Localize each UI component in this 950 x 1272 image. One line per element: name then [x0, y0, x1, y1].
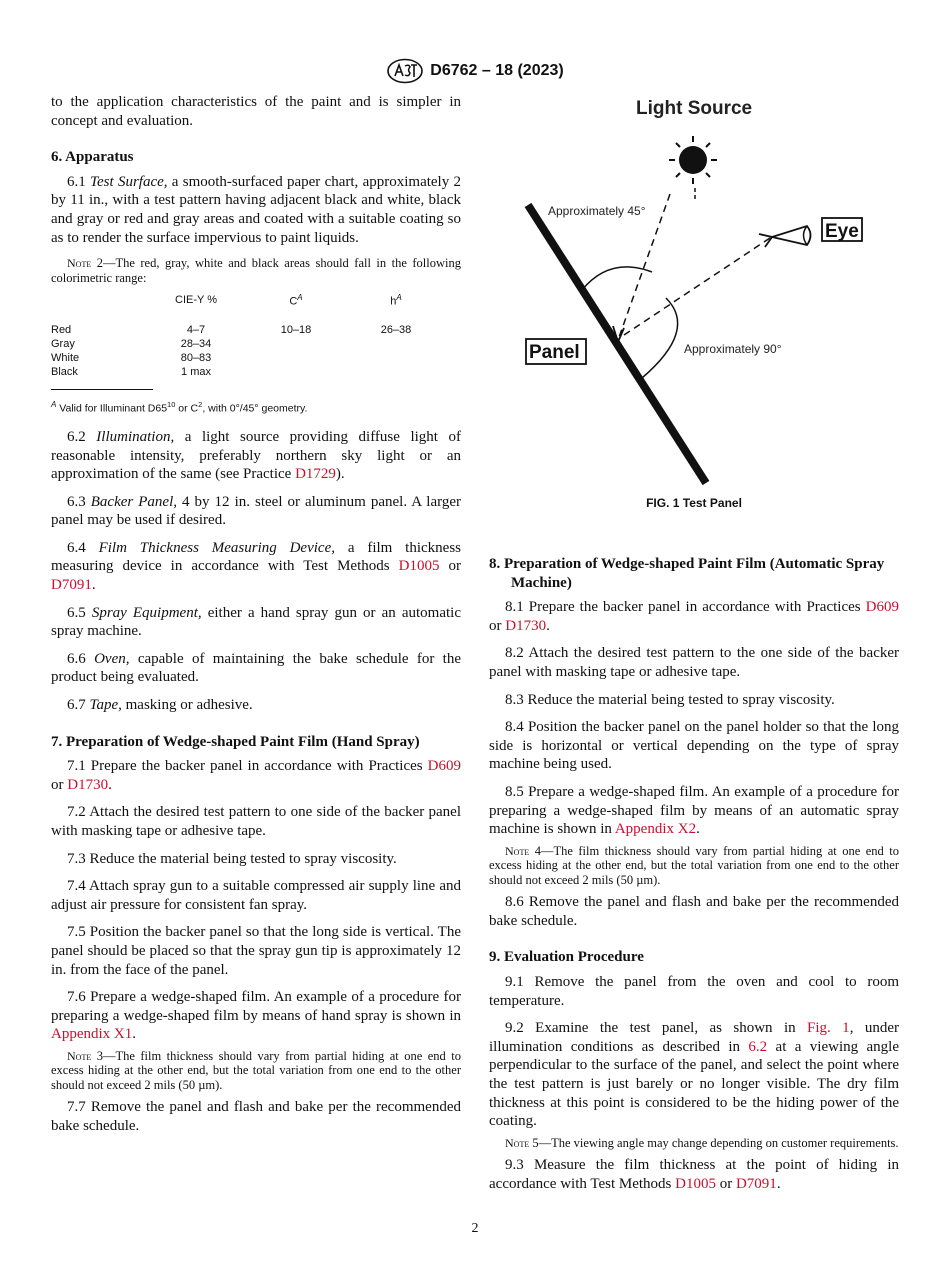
- test-panel-diagram: [500, 90, 900, 530]
- paragraph-8-1: 8.1 Prepare the backer panel in accordance with Practices D609 or D1730.: [489, 599, 899, 634]
- note-2: Note 2—The red, gray, white and black areas should fall in the following colorimetric range:: [51, 256, 461, 285]
- paragraph-8-2: 8.2 Attach the desired test pattern to the one side of the backer panel with masking tape or adhesive tape.: [489, 645, 899, 680]
- colorimetric-table: [51, 291, 441, 379]
- panel-label: Panel: [529, 342, 580, 363]
- paragraph-6-5: 6.5 Spray Equipment, either a hand spray gun or an automatic spray machine.: [51, 604, 462, 640]
- figure-caption: FIG. 1 Test Panel: [646, 496, 742, 510]
- table-row: Black 1 max: [51, 365, 211, 378]
- footnote-divider: [51, 389, 153, 390]
- page-number: 2: [471, 1221, 479, 1236]
- eye-icon: [772, 226, 811, 245]
- paragraph-9-1: 9.1 Remove the panel from the oven and cool to room temperature.: [489, 974, 899, 1009]
- reference-link[interactable]: D609: [865, 599, 899, 616]
- note-3: Note 3—The film thickness should vary from partial hiding at one end to excess hiding at the other end, but the total variation from one end to the other should not exceed 2 mils (50 µm).: [51, 1048, 461, 1092]
- section-8-heading: 8. Preparation of Wedge-shaped Paint Film (Automatic Spray Machine): [489, 556, 885, 591]
- paragraph-7-2: 7.2 Attach the desired test pattern to one side of the backer panel with masking tape or adhesive tape.: [51, 804, 461, 839]
- table-header-row: [51, 291, 441, 323]
- reference-link[interactable]: D1730: [67, 776, 109, 793]
- reference-link[interactable]: D7091: [51, 577, 92, 594]
- figure-link[interactable]: Fig. 1: [807, 1020, 850, 1037]
- paragraph-6-6: 6.6 Oven, capable of maintaining the bake schedule for the product being evaluated.: [51, 650, 461, 686]
- paragraph-6-7: 6.7 Tape, masking or adhesive.: [67, 697, 253, 714]
- reference-link[interactable]: D7091: [735, 1175, 777, 1192]
- paragraph-continuation: to the application characteristics of the paint and is simpler in concept and evaluation.: [51, 94, 461, 129]
- paragraph-9-3: 9.3 Measure the film thickness at the point of hiding in accordance with Test Methods D1005 or D7091.: [489, 1157, 899, 1192]
- paragraph-8-3: 8.3 Reduce the material being tested to spray viscosity.: [505, 691, 835, 708]
- table-row: White 80–83: [51, 351, 212, 364]
- note-5: Note 5—The viewing angle may change depending on customer requirements.: [505, 1135, 899, 1150]
- astm-logo-icon: [386, 58, 424, 84]
- paragraph-6-3: 6.3 Backer Panel, 4 by 12 in. steel or aluminum panel. A larger panel may be used if desired.: [51, 493, 461, 529]
- paragraph-7-7: 7.7 Remove the panel and flash and bake per the recommended bake schedule.: [51, 1099, 461, 1135]
- paragraph-8-6: 8.6 Remove the panel and flash and bake per the recommended bake schedule.: [489, 894, 899, 929]
- right-column: [489, 555, 899, 1202]
- angle-arc-90: [642, 298, 678, 378]
- paragraph-8-5: 8.5 Prepare a wedge-shaped film. An example of a procedure for preparing a wedge-shaped film by means of an automatic spray machine is shown in Appendix X2.: [489, 783, 899, 838]
- table-header: $C^A$: [289, 293, 303, 308]
- sun-icon: [669, 136, 717, 184]
- section-6-heading: 6. Apparatus: [51, 149, 134, 166]
- page-header: [0, 56, 950, 86]
- approx-45-label: Approximately 45°: [548, 204, 646, 218]
- paragraph-7-3: 7.3 Reduce the material being tested to spray viscosity.: [67, 850, 397, 867]
- paragraph-9-2: 9.2 Examine the test panel, as shown in Fig. 1, under illumination conditions as described in 6.2 at a viewing angle perpendicular to the surface of the panel, and select the point where the test pattern is just barely or no longer visible. The dry film thickness at this point is considered to be the hiding power of the coating.: [489, 1020, 899, 1130]
- table-header: [51, 291, 151, 323]
- reference-link[interactable]: D609: [427, 758, 461, 775]
- paragraph-7-5: 7.5 Position the backer panel so that the long side is vertical. The panel should be placed so that the spray gun tip is approximately 12 in. from the face of the panel.: [51, 924, 461, 978]
- figure-1: [500, 90, 900, 530]
- table-row: Gray 28–34: [51, 337, 212, 350]
- paragraph-6-1: 6.1 Test Surface, a smooth-surfaced paper chart, approximately 2 by 11 in., with a test pattern having adjacent black and white, black and gray or red and gray areas and coated with a suitable coating so as to render the surface impervious to paint liquids.: [51, 173, 461, 246]
- note-4: Note 4—The film thickness should vary from partial hiding at one end to excess hiding at the other end, but the total variation from one end to the other should not exceed 2 mils (50 µm).: [489, 843, 899, 887]
- light-source-label: Light Source: [636, 98, 753, 119]
- table-header: $h^A$: [390, 293, 402, 308]
- section-9-heading: 9. Evaluation Procedure: [489, 949, 644, 966]
- eye-label: Eye: [825, 221, 859, 242]
- paragraph-7-1: 7.1 Prepare the backer panel in accordance with Practices D609 or D1730.: [51, 758, 461, 793]
- paragraph-6-2: 6.2 Illumination, a light source providing diffuse light of reasonable intensity, preferably northern sky light or an approximation of the same (see Practice D1729).: [51, 428, 461, 483]
- document-designation: D6762 – 18 (2023): [430, 62, 564, 79]
- table-header: CIE-Y %: [175, 293, 217, 306]
- table-footnote: $^A$ Valid for Illuminant $D65^{10}$ or $C^2$, with 0°/45° geometry.: [51, 399, 308, 415]
- table-row: Red 4–7 10–18 26–38: [51, 323, 412, 336]
- section-7-heading: 7. Preparation of Wedge-shaped Paint Film (Hand Spray): [51, 733, 420, 750]
- paragraph-7-6: 7.6 Prepare a wedge-shaped film. An example of a procedure for preparing a wedge-shaped film by means of hand spray is shown in Appendix X1.: [51, 989, 461, 1043]
- reference-link[interactable]: D1729: [295, 466, 336, 483]
- reference-link[interactable]: D1005: [398, 558, 440, 575]
- paragraph-8-4: 8.4 Position the backer panel on the panel holder so that the long side is horizontal or vertical depending on the type of spray machine being used.: [489, 719, 899, 773]
- reference-link[interactable]: D1005: [675, 1175, 716, 1192]
- viewing-ray: [624, 238, 770, 335]
- section-link[interactable]: 6.2: [748, 1038, 768, 1055]
- appendix-link[interactable]: Appendix X1: [51, 1026, 133, 1043]
- paragraph-7-4: 7.4 Attach spray gun to a suitable compressed air supply line and adjust air pressure for consistent fan spray.: [51, 878, 461, 913]
- reference-link[interactable]: D1730: [505, 617, 547, 634]
- paragraph-6-4: 6.4 Film Thickness Measuring Device, a film thickness measuring device in accordance with Test Methods D1005 or D7091.: [51, 539, 461, 594]
- left-column: [51, 93, 461, 1145]
- approx-90-label: Approximately 90°: [684, 342, 782, 356]
- angle-arc-45: [582, 267, 652, 290]
- appendix-link[interactable]: Appendix X2: [614, 821, 697, 838]
